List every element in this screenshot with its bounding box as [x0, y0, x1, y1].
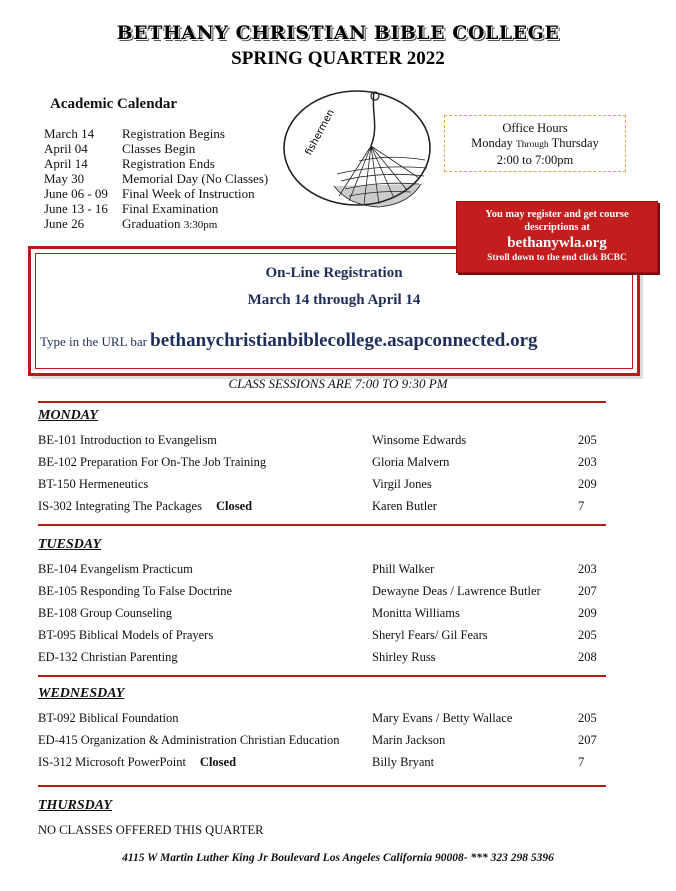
course-name: BE-108 Group Counseling [38, 606, 173, 620]
course-name: ED-415 Organization & Administration Christian Education [38, 733, 340, 747]
registration-url[interactable]: bethanychristianbiblecollege.asapconnected.org [150, 330, 538, 351]
course-room: 209 [578, 606, 597, 620]
course-name: BE-101 Introduction to Evangelism [38, 433, 217, 447]
course-room: 208 [578, 650, 597, 664]
calendar-event: Final Examination [122, 201, 219, 216]
registration-url-line: Type in the URL bar bethanychristianbiblecollege.asapconnected.org [40, 330, 538, 351]
registration-dates: March 14 through April 14 [247, 292, 421, 308]
course-room: 205 [578, 628, 597, 642]
registration-title: On-Line Registration [265, 265, 403, 281]
course-room: 205 [578, 711, 597, 725]
section-divider [38, 675, 606, 677]
course-room: 205 [578, 433, 597, 447]
fishing-net-icon [279, 86, 439, 221]
day-heading: WEDNESDAY [38, 686, 125, 701]
course-room: 7 [578, 755, 585, 769]
course-instructor: Gloria Malvern [372, 455, 450, 469]
course-room: 207 [578, 584, 597, 598]
calendar-event: Registration Begins [122, 126, 225, 141]
footer-address: 4115 W Martin Luther King Jr Boulevard Los Angeles California 90008- *** 323 298 5396 [122, 852, 554, 864]
calendar-date: April 14 [44, 156, 88, 171]
course-instructor: Dewayne Deas / Lawrence Butler [372, 584, 541, 598]
course-name: ED-132 Christian Parenting [38, 650, 178, 664]
calendar-date: May 30 [44, 171, 85, 186]
course-instructor: Phill Walker [372, 562, 435, 576]
course-instructor: Sheryl Fears/ Gil Fears [372, 628, 488, 642]
course-instructor: Marin Jackson [372, 733, 446, 747]
course-instructor: Mary Evans / Betty Wallace [372, 711, 513, 725]
calendar-event: Classes Begin [122, 141, 196, 156]
course-instructor: Virgil Jones [372, 477, 432, 491]
course-room: 203 [578, 562, 597, 576]
course-room: 203 [578, 455, 597, 469]
closed-badge: Closed [215, 499, 253, 513]
calendar-note: 3:30pm [183, 219, 218, 231]
day-heading: MONDAY [38, 408, 98, 423]
promo-box [456, 201, 658, 273]
quarter-title: SPRING QUARTER 2022 [231, 48, 445, 69]
office-hours-title: Office Hours [502, 121, 568, 135]
promo-instructions: Stroll down to the end click BCBC [487, 253, 627, 263]
course-name: BT-150 Hermeneutics [38, 477, 149, 491]
calendar-heading: Academic Calendar [50, 96, 178, 112]
office-hours-days: Monday Through Thursday [471, 136, 599, 150]
closed-badge: Closed [199, 755, 237, 769]
course-name: BT-095 Biblical Models of Prayers [38, 628, 214, 642]
calendar-row [44, 216, 217, 233]
calendar-event: Memorial Day (No Classes) [122, 171, 269, 186]
logo-text: fishermen [303, 107, 337, 158]
course-instructor: Billy Bryant [372, 755, 435, 769]
promo-text: You may register and get course descriptions at [485, 209, 629, 233]
course-instructor: Winsome Edwards [372, 433, 467, 447]
day-heading: TUESDAY [38, 537, 102, 552]
course-instructor: Karen Butler [372, 499, 437, 513]
calendar-date: June 13 - 16 [44, 201, 108, 216]
course-name: BT-092 Biblical Foundation [38, 711, 179, 725]
section-divider [38, 401, 606, 403]
course-name: IS-302 Integrating The Packages Closed [38, 499, 253, 513]
course-room: 207 [578, 733, 597, 747]
calendar-date: June 26 [44, 216, 85, 231]
college-title: BETHANY CHRISTIAN BIBLE COLLEGE [116, 22, 560, 44]
course-instructor: Shirley Russ [372, 650, 436, 664]
course-room: 7 [578, 499, 585, 513]
calendar-date: April 04 [44, 141, 88, 156]
course-name: BE-102 Preparation For On-The Job Training [38, 455, 267, 469]
calendar-date: March 14 [44, 126, 95, 141]
section-divider [38, 524, 606, 526]
course-name: IS-312 Microsoft PowerPoint Closed [38, 755, 237, 769]
course-room: 209 [578, 477, 597, 491]
office-hours-box [444, 115, 626, 172]
day-heading: THURSDAY [38, 798, 112, 813]
calendar-event: Graduation [122, 216, 184, 231]
office-hours-time: 2:00 to 7:00pm [496, 153, 574, 167]
section-divider [38, 785, 606, 787]
calendar-event: Final Week of Instruction [122, 186, 255, 201]
calendar-date: June 06 - 09 [44, 186, 108, 201]
course-name: BE-104 Evangelism Practicum [38, 562, 193, 576]
promo-link[interactable]: bethanywla.org [507, 235, 607, 251]
no-classes-note: NO CLASSES OFFERED THIS QUARTER [38, 823, 264, 837]
calendar-event: Registration Ends [122, 156, 215, 171]
course-name: BE-105 Responding To False Doctrine [38, 584, 233, 598]
sessions-note: CLASS SESSIONS ARE 7:00 TO 9:30 PM [228, 376, 448, 391]
course-instructor: Monitta Williams [372, 606, 460, 620]
